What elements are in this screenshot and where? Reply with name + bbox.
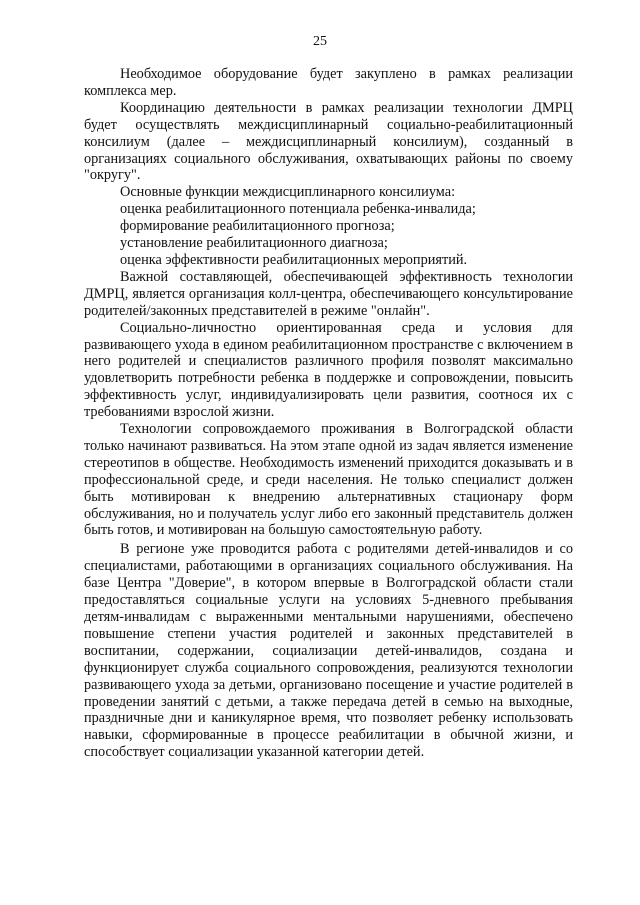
function-item: оценка эффективности реабилитационных мероприятий. <box>120 251 468 268</box>
paragraph-equipment: Необходимое оборудование будет закуплено в рамках реализации комплекса мер. <box>84 66 573 99</box>
paragraph-region-work: В регионе уже проводится работа с родителями детей-инвалидов и со специалистами, работающими в организациях социального обслуживания. На базе Центра "Доверие", в котором впервые в Волгоградской области стали предоставляться социальные услуги на условиях 5-дневного пребывания детям-инвалидам с выраженными ментальными нарушениями, обеспечено повышение степени участия родителей и законных представителей в воспитании, содержании, социализации детей-инвалидов, создана и функционирует служба социального сопровождения, реализуются технологии развивающего ухода за детьми, организовано посещение и участие родителей в проведении занятий с детьми, а также передача детей в семью на выходные, праздничные дни и каникулярное время, что позволяет ребенку использовать навыки, сформированные в процессе реабилитации в обычной жизни, и способствует социализации указанной категории детей. <box>84 541 573 761</box>
function-item: оценка реабилитационного потенциала ребенка-инвалида; <box>120 201 476 218</box>
function-item: установление реабилитационного диагноза; <box>120 235 388 252</box>
paragraph-environment: Социально-личностно ориентированная среда и условия для развивающего ухода в едином реабилитационном пространстве с включением в него родителей и специалистов различного профиля позволят максимально удовлетворить потребности ребенка в поддержке и сопровождении, повысить эффективность услуг, индивидуализировать цели развития, соотнося их с требованиями взрослой жизни. <box>84 319 573 421</box>
function-item: формирование реабилитационного прогноза; <box>120 218 395 235</box>
paragraph-coordination: Координацию деятельности в рамках реализации технологии ДМРЦ будет осуществлять междисциплинарный социально-реабилитационный консилиум (далее – междисциплинарный консилиум), созданный в организациях социального обслуживания, охватывающих районы по своему "округу". <box>84 99 573 184</box>
paragraph-call-center: Важной составляющей, обеспечивающей эффективность технологии ДМРЦ, является организация колл-центра, обеспечивающего консультирование родителей/законных представителей в режиме "онлайн". <box>84 268 573 319</box>
document-body <box>84 66 573 761</box>
paragraph-supported-living: Технологии сопровождаемого проживания в Волгоградской области только начинают развиваться. На этом этапе одной из задач является изменение стереотипов в обществе. Необходимость изменений приходится доказывать и в профессиональной среде, и среди населения. Не только специалист должен быть мотивирован к внедрению альтернативных стационару форм обслуживания, но и получатель услуг либо его законный представитель должен быть готов, и мотивирован на большую самостоятельную работу. <box>84 421 573 539</box>
page-number: 25 <box>313 34 327 49</box>
paragraph-functions-heading: Основные функции междисциплинарного консилиума: <box>120 184 456 201</box>
